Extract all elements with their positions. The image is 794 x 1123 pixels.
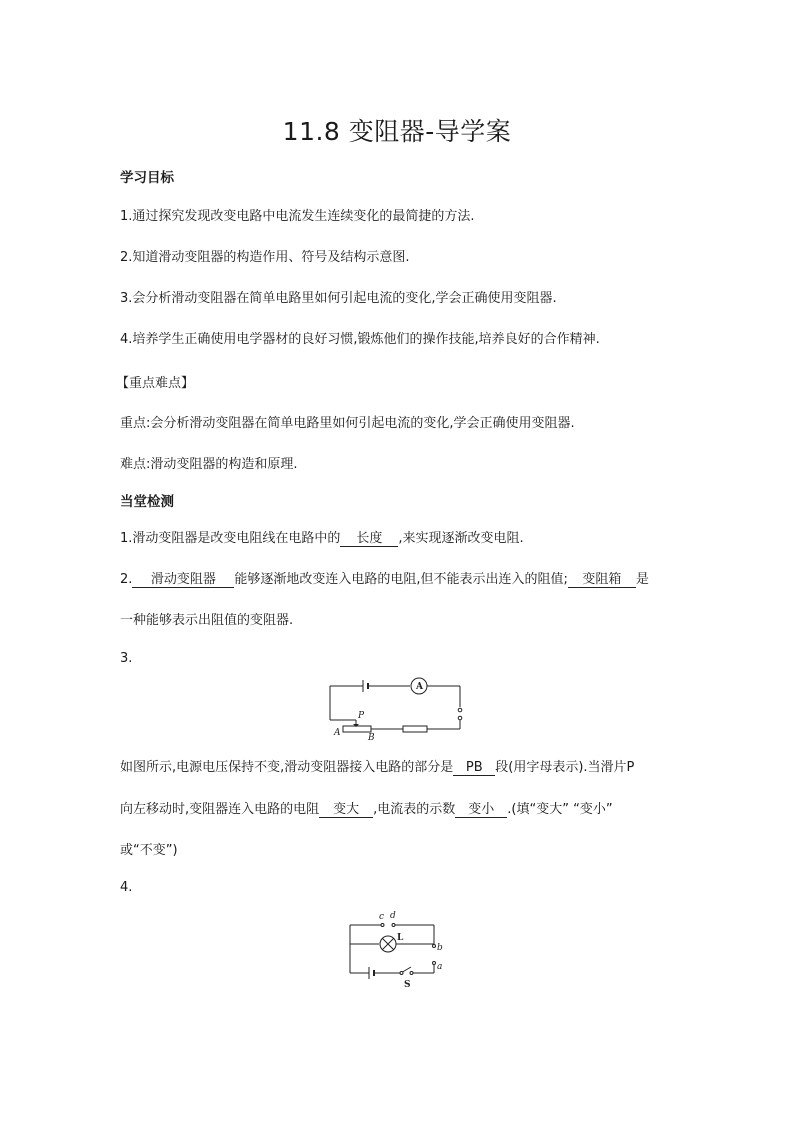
ammeter-label: A <box>416 682 423 692</box>
page-title: 11.8 变阻器-导学案 <box>282 117 512 146</box>
question-2-line-1 <box>120 568 649 588</box>
question-3-line-2 <box>120 798 613 818</box>
q3-line2-post: .(填“变大” “变小” <box>507 802 613 817</box>
question-3-number: 3. <box>120 651 133 666</box>
q2-answer1-blank: 滑动变阻器 <box>132 572 234 588</box>
objective-2: 2.知道滑动变阻器的构造作用、符号及结构示意图. <box>120 250 410 265</box>
q2-answer2-blank: 变阻箱 <box>568 572 636 588</box>
q2-text-post: 是 <box>635 572 649 587</box>
question-1 <box>120 527 524 547</box>
q3-line1-post: 段(用字母表示).当滑片P <box>495 760 635 775</box>
key-points-heading: 【重点难点】 <box>116 376 195 391</box>
key-difficulty: 难点:滑动变阻器的构造和原理. <box>120 457 298 472</box>
q2-num: 2. <box>120 572 133 587</box>
point-c-label: c <box>379 912 385 922</box>
end-b-label: B <box>368 733 375 743</box>
q3-answer1-blank: PB <box>453 760 495 776</box>
objective-4: 4.培养学生正确使用电学器材的良好习惯,锻炼他们的操作技能,培养良好的合作精神. <box>120 332 600 347</box>
q3-answer3-blank: 变小 <box>455 802 507 818</box>
question-3-line-3: 或“不变”) <box>120 843 178 858</box>
question-3-line-1 <box>120 756 634 776</box>
q2-text-mid: 能够逐渐地改变连入电路的电阻,但不能表示出连入的阻值; <box>234 572 568 587</box>
lamp-label: L <box>397 933 404 943</box>
objectives-heading: 学习目标 <box>120 170 174 186</box>
point-d-label: d <box>390 911 396 921</box>
q1-answer-blank: 长度 <box>340 531 398 547</box>
point-b-label: b <box>437 943 443 953</box>
test-heading: 当堂检测 <box>120 494 174 510</box>
objective-3: 3.会分析滑动变阻器在简单电路里如何引起电流的变化,学会正确使用变阻器. <box>120 291 557 306</box>
q3-line2-pre: 向左移动时,变阻器连入电路的电阻 <box>120 802 320 817</box>
question-4-number: 4. <box>120 880 133 895</box>
switch-label: S <box>404 980 411 990</box>
q1-text-pre: 1.滑动变阻器是改变电阻线在电路中的 <box>120 531 341 546</box>
objective-1: 1.通过探究发现改变电路中电流发生连续变化的最简捷的方法. <box>120 209 475 224</box>
lamp-switch-circuit-diagram <box>343 907 453 991</box>
rheostat-circuit-diagram <box>320 676 470 744</box>
end-a-label: A <box>334 728 341 738</box>
q3-line2-mid: ,电流表的示数 <box>373 802 456 817</box>
q1-text-post: ,来实现逐渐改变电阻. <box>398 531 524 546</box>
q3-answer2-blank: 变大 <box>319 802 373 818</box>
q3-line1-pre: 如图所示,电源电压保持不变,滑动变阻器接入电路的部分是 <box>120 760 454 775</box>
point-a-label: a <box>437 962 443 972</box>
slider-label: P <box>358 711 365 721</box>
key-focus: 重点:会分析滑动变阻器在简单电路里如何引起电流的变化,学会正确使用变阻器. <box>120 416 575 431</box>
question-2-line-2: 一种能够表示出阻值的变阻器. <box>120 613 294 628</box>
